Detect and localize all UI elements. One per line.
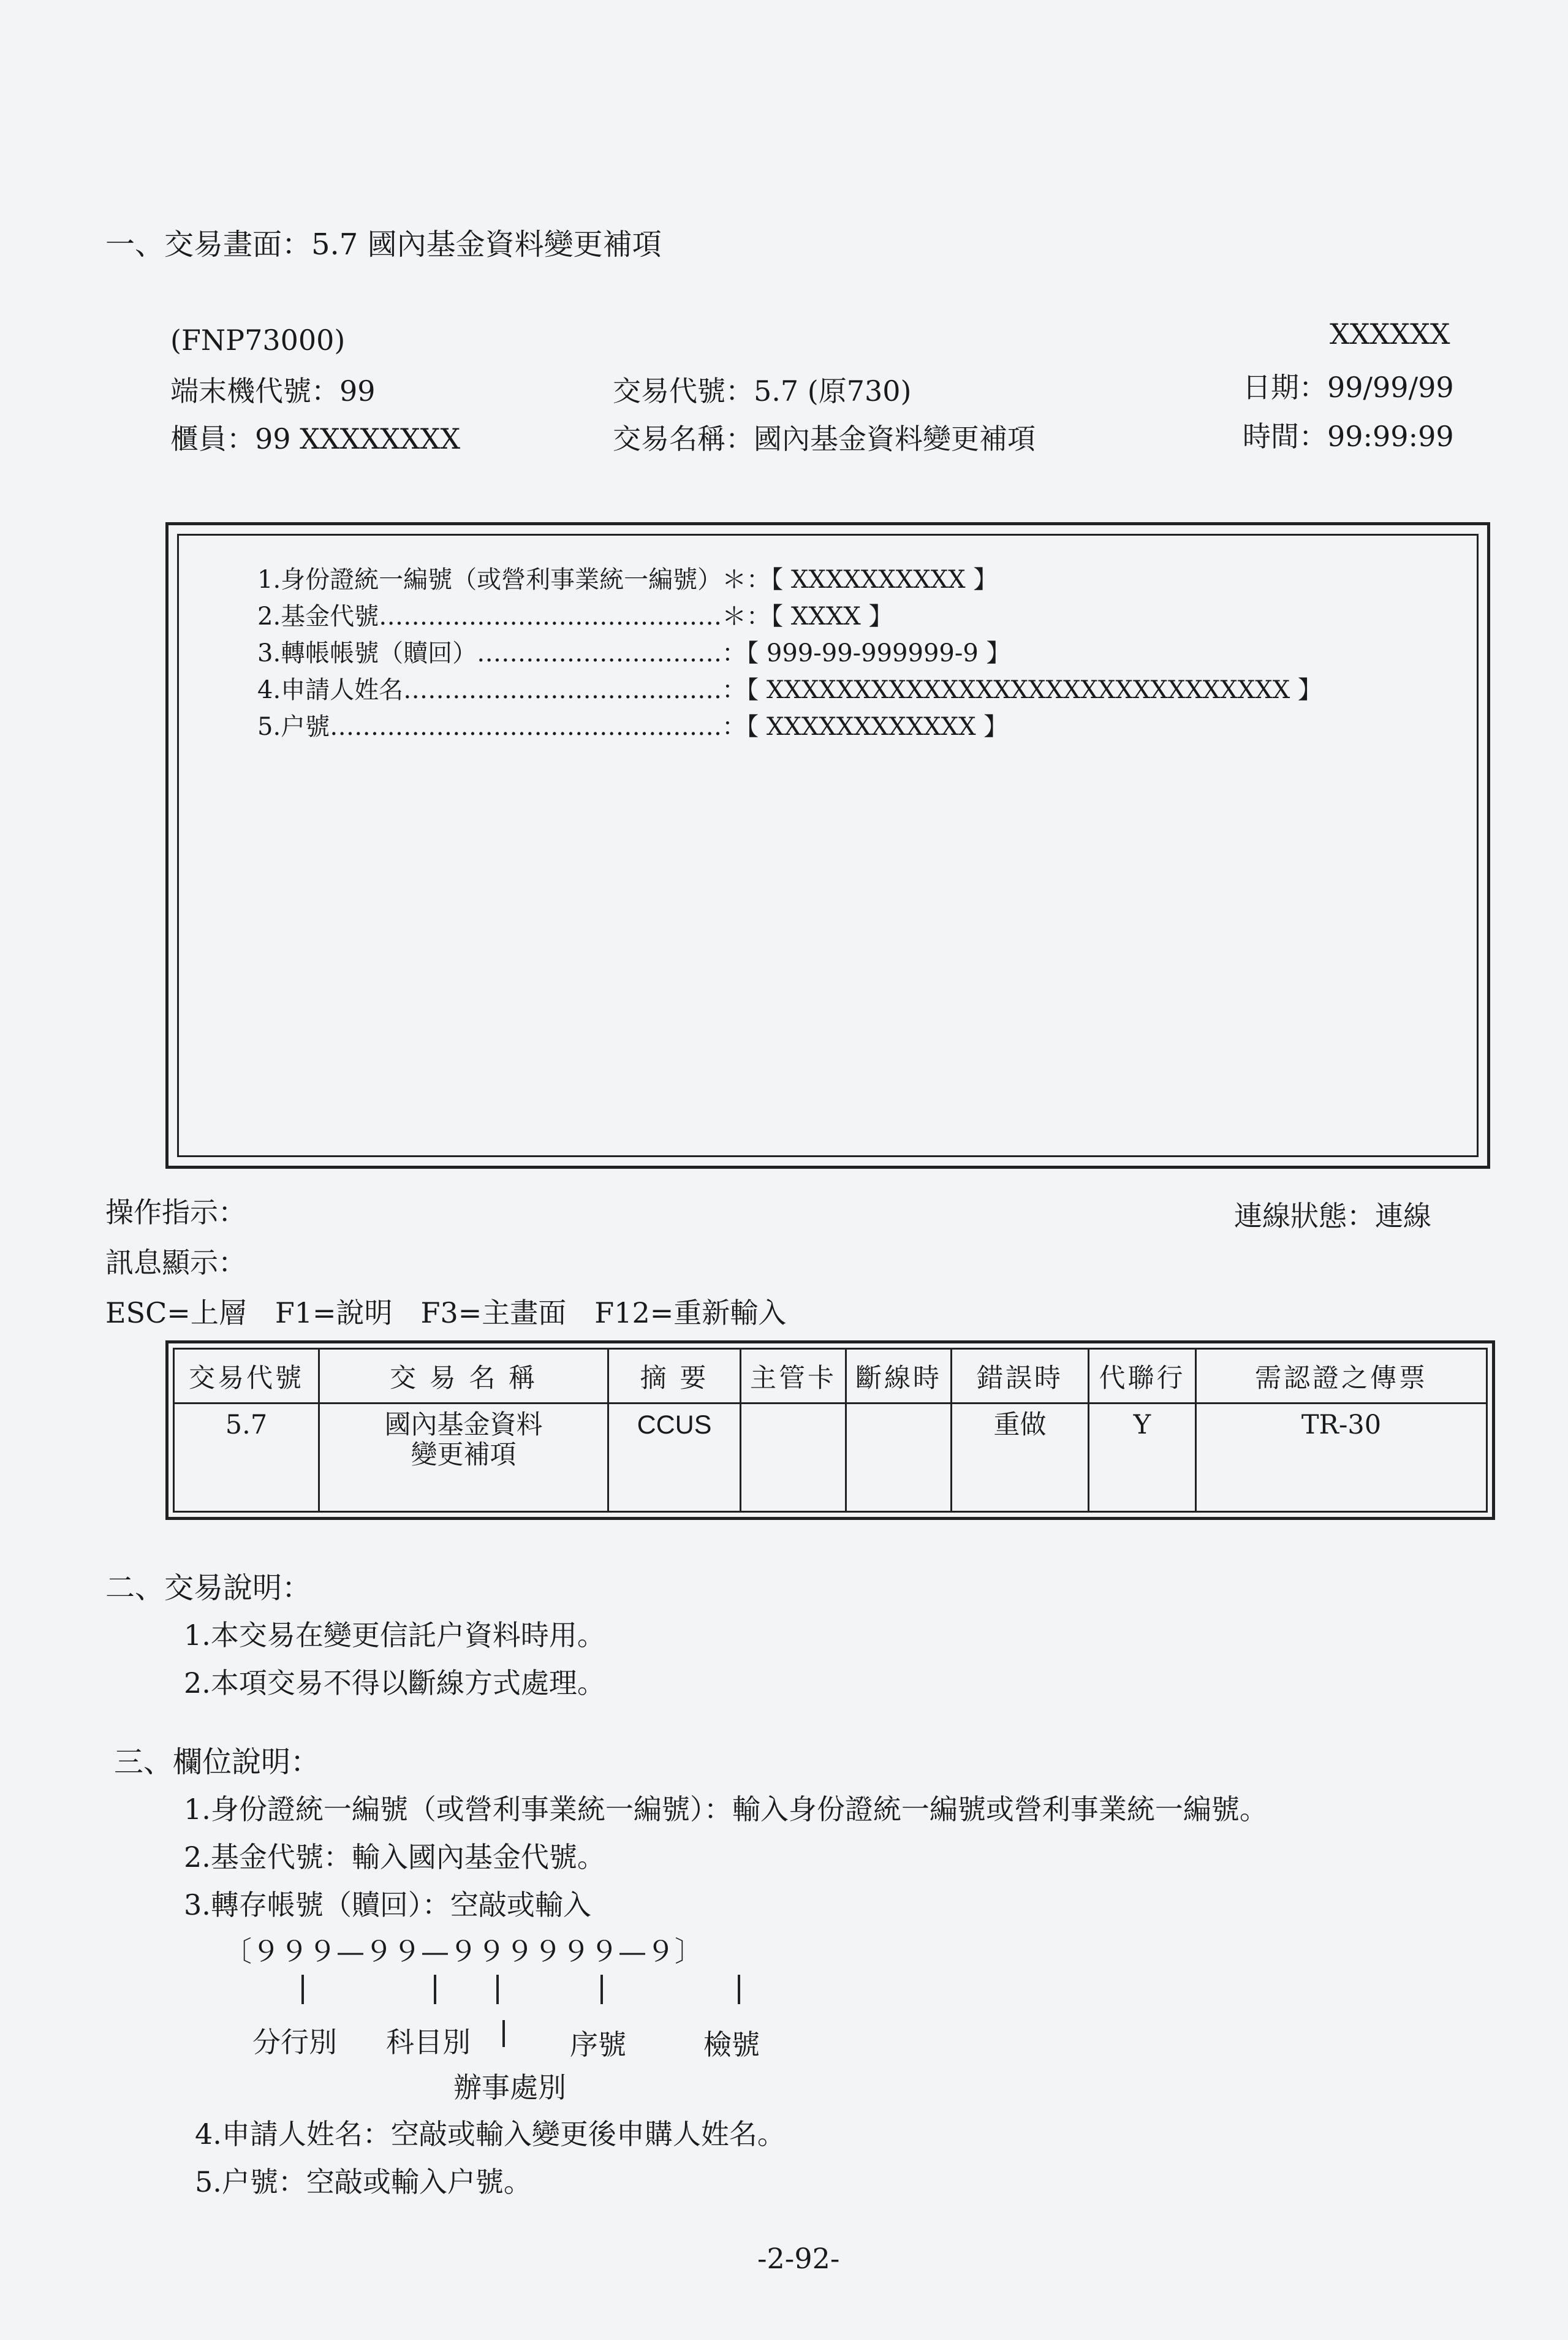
field-applicant-name[interactable]: 4.申請人姓名…………………………………：【 XXXXXXXXXXXXXXXXXXXXXXXXXXXXXX 】 (257, 676, 1322, 704)
section2-item: 2.本項交易不得以斷線方式處理。 (184, 1666, 605, 1700)
header-cell: 需認證之傳票 (1196, 1349, 1487, 1404)
cell-name-line1: 國內基金資料 (384, 1410, 543, 1440)
section3-item: 3.轉存帳號（贖回）：空敲或輸入 (184, 1888, 591, 1921)
connection-status: 連線狀態：連線 (1234, 1199, 1431, 1233)
section3-item: 4.申請人姓名：空敲或輸入變更後申購人姓名。 (195, 2118, 786, 2151)
cell-name (319, 1404, 608, 1512)
section2-item: 1.本交易在變更信託户資料時用。 (184, 1619, 605, 1652)
cell-summary: CCUS (608, 1404, 741, 1512)
instruction-label: 操作指示： (105, 1196, 246, 1229)
top-right-code: XXXXXX (1330, 317, 1450, 351)
program-id: (FNP73000) (170, 324, 346, 357)
section3-title: 三、欄位說明： (114, 1745, 320, 1779)
diagram-tick (301, 1975, 304, 2004)
header-cell: 斷線時 (846, 1349, 952, 1404)
cell-code: 5.7 (174, 1404, 319, 1512)
field-transfer-account[interactable]: 3.轉帳帳號（贖回）…………………………：【 999-99-999999-9 】 (257, 639, 1011, 667)
cell-name-line2: 變更補項 (411, 1440, 517, 1471)
header-cell: 摘 要 (608, 1349, 741, 1404)
diagram-tick (496, 1975, 499, 2004)
terminal-id: 端末機代號：99 (170, 374, 376, 408)
table-row (174, 1404, 1487, 1512)
diagram-tick (502, 2020, 505, 2047)
transaction-name: 交易名稱：國內基金資料變更補項 (613, 422, 1036, 455)
section3-item: 1.身份證統一編號（或營利事業統一編號）：輸入身份證統一編號或營利事業統一編號。 (184, 1793, 1268, 1826)
transaction-code: 交易代號：5.7 (原730) (613, 374, 912, 408)
header-cell: 代聯行 (1089, 1349, 1196, 1404)
teller-id: 櫃員：99 XXXXXXXX (170, 422, 461, 455)
cell-offline (846, 1404, 952, 1512)
header-cell: 主管卡 (741, 1349, 846, 1404)
time-field: 時間：99:99:99 (1243, 420, 1454, 453)
label-branch: 分行別 (252, 2026, 337, 2059)
cell-voucher: TR-30 (1196, 1404, 1487, 1512)
header-cell: 交易代號 (174, 1349, 319, 1404)
field-fund-code[interactable]: 2.基金代號……………………………………＊：【 XXXX 】 (257, 602, 893, 631)
cell-supervisor-card (741, 1404, 846, 1512)
transaction-table-frame (165, 1340, 1495, 1520)
section3-item: 5.户號：空敲或輸入户號。 (195, 2165, 532, 2198)
screen-inner-frame (177, 534, 1479, 1157)
section1-title: 一、交易畫面：5.7 國內基金資料變更補項 (105, 227, 662, 262)
field-id-number[interactable]: 1.身份證統一編號（或營利事業統一編號）＊：【 XXXXXXXXXX 】 (257, 566, 998, 594)
section2-title: 二、交易說明： (105, 1571, 312, 1605)
cell-on-error: 重做 (952, 1404, 1089, 1512)
diagram-tick (738, 1975, 740, 2004)
diagram-tick (600, 1975, 603, 2004)
label-subject: 科目別 (386, 2026, 471, 2059)
cell-agent-bank: Y (1089, 1404, 1196, 1512)
field-household-number[interactable]: 5.户號…………………………………………：【 XXXXXXXXXXXX 】 (257, 713, 1009, 741)
message-label: 訊息顯示： (105, 1246, 246, 1279)
date-field: 日期：99/99/99 (1243, 371, 1454, 404)
header-cell: 交 易 名 稱 (319, 1349, 608, 1404)
section3-item: 2.基金代號：輸入國內基金代號。 (184, 1840, 605, 1874)
transaction-table (173, 1348, 1488, 1513)
table-header-row (174, 1349, 1487, 1404)
diagram-tick (434, 1975, 436, 2004)
screen-frame (165, 522, 1490, 1169)
label-serial: 序號 (570, 2028, 626, 2061)
account-format: 〔９９９—９９—９９９９９９—９〕 (224, 1935, 703, 1968)
label-check: 檢號 (703, 2028, 760, 2061)
page-number: -2-92- (757, 2242, 840, 2275)
label-office: 辦事處別 (453, 2071, 566, 2104)
header-cell: 錯誤時 (952, 1349, 1089, 1404)
function-keys: ESC=上層 F1=說明 F3=主畫面 F12=重新輸入 (105, 1296, 787, 1329)
